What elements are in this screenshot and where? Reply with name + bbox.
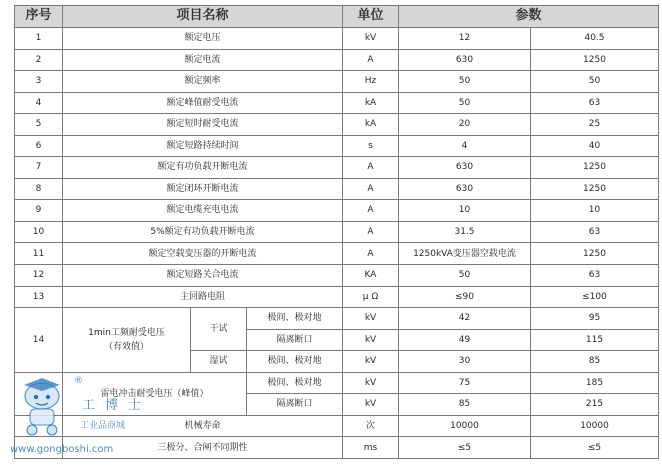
param-value-1: 10000 <box>399 415 531 437</box>
row-no <box>15 437 63 459</box>
param-value-1: 50 <box>399 265 531 287</box>
row-name-line2: （有效值） <box>103 341 149 352</box>
row-no: 13 <box>15 286 63 308</box>
table-row <box>15 286 659 308</box>
row-name: 机械寿命 <box>63 415 343 437</box>
row-no: 14 <box>15 308 63 373</box>
header-param: 参数 <box>399 6 659 28</box>
row-unit: kV <box>343 394 399 416</box>
sub-label: 极间、极对地 <box>247 351 343 373</box>
row-name: 雷电冲击耐受电压（峰值） <box>63 372 247 415</box>
row-name: 主回路电阻 <box>63 286 343 308</box>
param-value-1: 85 <box>399 394 531 416</box>
table-row <box>15 437 659 459</box>
param-value-1: 12 <box>399 28 531 50</box>
table-row <box>15 372 659 394</box>
param-value-2: 50 <box>531 71 659 93</box>
row-no: 3 <box>15 71 63 93</box>
dry-test-label: 干试 <box>191 308 247 351</box>
row-name: 额定短路关合电流 <box>63 265 343 287</box>
param-value-2: 215 <box>531 394 659 416</box>
param-value-2: 1250 <box>531 178 659 200</box>
row-unit: kV <box>343 329 399 351</box>
sub-label: 极间、极对地 <box>247 308 343 330</box>
param-value-1: 31.5 <box>399 221 531 243</box>
watermark-subtitle: 工业品商城 <box>80 421 126 431</box>
table-row <box>15 200 659 222</box>
row-unit: 次 <box>343 415 399 437</box>
row-name: 额定频率 <box>63 71 343 93</box>
header-unit: 单位 <box>343 6 399 28</box>
table-row <box>15 114 659 136</box>
row-no: 5 <box>15 114 63 136</box>
param-value-1: 75 <box>399 372 531 394</box>
table-row <box>15 135 659 157</box>
param-value-1: 42 <box>399 308 531 330</box>
sub-label: 极间、极对地 <box>247 372 343 394</box>
row-no: 10 <box>15 221 63 243</box>
row-name: 额定闭环开断电流 <box>63 178 343 200</box>
param-value-2: 1250 <box>531 157 659 179</box>
row-name: 额定有功负载开断电流 <box>63 157 343 179</box>
table-row <box>15 49 659 71</box>
registered-mark: ® <box>74 376 83 386</box>
row-name: 额定短时耐受电流 <box>63 114 343 136</box>
header-no: 序号 <box>15 6 63 28</box>
spec-table <box>14 5 659 459</box>
param-value-2: 63 <box>531 221 659 243</box>
row-no: 12 <box>15 265 63 287</box>
row-no: 11 <box>15 243 63 265</box>
row-unit: A <box>343 221 399 243</box>
param-value-1: 4 <box>399 135 531 157</box>
table-row <box>15 28 659 50</box>
wet-test-label: 湿试 <box>191 351 247 373</box>
table-row <box>15 157 659 179</box>
row-unit: A <box>343 178 399 200</box>
param-value-2: ≤100 <box>531 286 659 308</box>
row-name: 三极分、合闸不同期性 <box>63 437 343 459</box>
table-row <box>15 265 659 287</box>
table-row <box>15 243 659 265</box>
param-value-2: 10 <box>531 200 659 222</box>
row-no <box>15 415 63 437</box>
param-value-1: 30 <box>399 351 531 373</box>
param-value-1: 10 <box>399 200 531 222</box>
row-unit: A <box>343 49 399 71</box>
row-unit: A <box>343 200 399 222</box>
row-no: 9 <box>15 200 63 222</box>
param-value-1: 49 <box>399 329 531 351</box>
row-unit: kV <box>343 28 399 50</box>
param-value-2: 25 <box>531 114 659 136</box>
param-value-2: 95 <box>531 308 659 330</box>
param-value-2: 40 <box>531 135 659 157</box>
row-name: 额定电压 <box>63 28 343 50</box>
table-row <box>15 178 659 200</box>
param-value-2: 1250 <box>531 243 659 265</box>
row-unit: KA <box>343 265 399 287</box>
row-no: 6 <box>15 135 63 157</box>
row-name: 额定峰值耐受电流 <box>63 92 343 114</box>
param-value-2: 10000 <box>531 415 659 437</box>
param-value-2: 63 <box>531 92 659 114</box>
param-value-1: 50 <box>399 71 531 93</box>
param-value-2: 1250 <box>531 49 659 71</box>
sub-label: 隔离断口 <box>247 394 343 416</box>
param-value-1: 20 <box>399 114 531 136</box>
param-value-2: 115 <box>531 329 659 351</box>
param-value-1: 1250kVA变压器空载电流 <box>399 243 531 265</box>
row-unit: ms <box>343 437 399 459</box>
watermark-brand: 工博士 <box>82 398 152 413</box>
table-row <box>15 71 659 93</box>
param-value-2: 185 <box>531 372 659 394</box>
row-unit: kA <box>343 92 399 114</box>
row-no <box>15 372 63 415</box>
row-no: 1 <box>15 28 63 50</box>
table-row <box>15 221 659 243</box>
row-name: 5%额定有功负载开断电流 <box>63 221 343 243</box>
row-unit: s <box>343 135 399 157</box>
row-no: 8 <box>15 178 63 200</box>
row-no: 7 <box>15 157 63 179</box>
param-value-1: 630 <box>399 178 531 200</box>
param-value-1: ≤5 <box>399 437 531 459</box>
row-name: 额定短路持续时间 <box>63 135 343 157</box>
row-name: 额定空载变压器的开断电流 <box>63 243 343 265</box>
row-unit: kA <box>343 114 399 136</box>
row-name-line1: 1min工频耐受电压 <box>88 327 165 338</box>
table-row <box>15 415 659 437</box>
row-name: 额定电缆充电电流 <box>63 200 343 222</box>
row-unit: Hz <box>343 71 399 93</box>
row-unit: kV <box>343 372 399 394</box>
watermark-url: www.gongboshi.com <box>10 444 114 455</box>
header-name: 项目名称 <box>63 6 343 28</box>
param-value-2: 63 <box>531 265 659 287</box>
row-no: 2 <box>15 49 63 71</box>
header-row <box>15 6 659 28</box>
row-name: 额定电流 <box>63 49 343 71</box>
param-value-1: ≤90 <box>399 286 531 308</box>
row-no: 4 <box>15 92 63 114</box>
param-value-2: 40.5 <box>531 28 659 50</box>
row-unit: kV <box>343 351 399 373</box>
table-row <box>15 308 659 330</box>
param-value-2: ≤5 <box>531 437 659 459</box>
row-unit: kV <box>343 308 399 330</box>
param-value-1: 50 <box>399 92 531 114</box>
row-name <box>63 308 191 373</box>
table-row <box>15 92 659 114</box>
param-value-2: 85 <box>531 351 659 373</box>
row-unit: A <box>343 157 399 179</box>
param-value-1: 630 <box>399 49 531 71</box>
row-unit: μ Ω <box>343 286 399 308</box>
sub-label: 隔离断口 <box>247 329 343 351</box>
row-unit: A <box>343 243 399 265</box>
param-value-1: 630 <box>399 157 531 179</box>
